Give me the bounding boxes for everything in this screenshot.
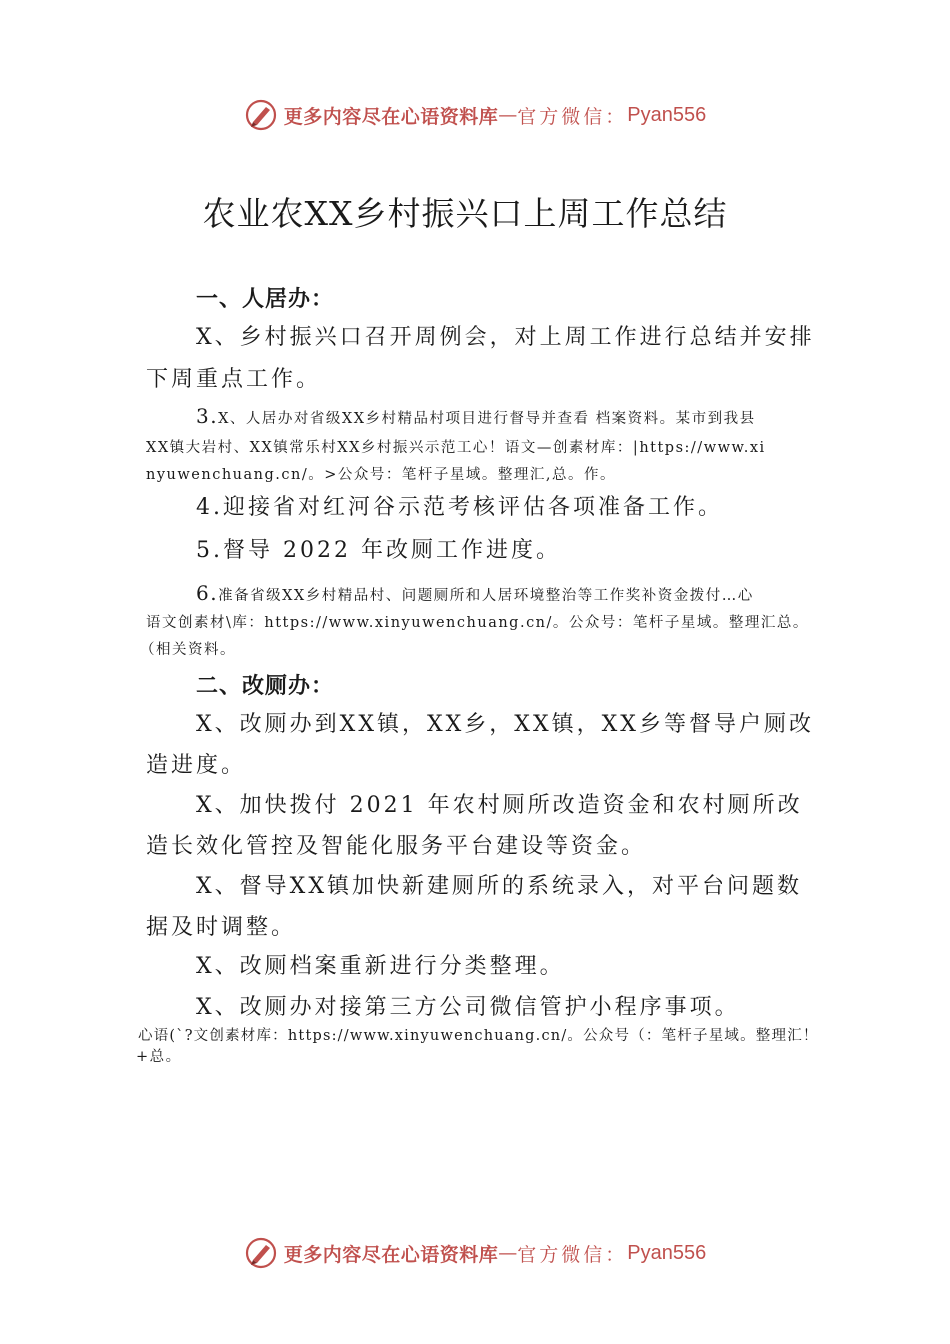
banner-wechat-id: Pyan556: [627, 103, 707, 126]
banner-text: 更多内容尽在心语资料库: [283, 1243, 499, 1266]
paragraph-line: X、乡村振兴口召开周例会，对上周工作进行总结并安排: [196, 325, 815, 350]
footnote-line: +总。: [136, 1049, 182, 1065]
paragraph-line: （相关资料。: [140, 642, 236, 658]
paragraph-line: 造长效化管控及智能化服务平台建设等资金。: [146, 834, 647, 859]
banner-wechat-label: 官方微信：: [517, 105, 628, 128]
footnote-line: 心语(`?文创素材库：https://www.xinyuwenchuang.cn/。公众号（：笔杆子星域。整理汇！: [138, 1028, 819, 1044]
banner-wechat-id: Pyan556: [627, 1241, 707, 1264]
banner-text: 更多内容尽在心语资料库: [283, 105, 499, 128]
item-number: 6.: [196, 581, 219, 605]
banner-wechat-label: 官方微信：: [517, 1243, 628, 1266]
paragraph-line: 5.督导 2022 年改厕工作进度。: [196, 538, 561, 563]
paragraph-line: X、改厕档案重新进行分类整理。: [196, 954, 565, 979]
paragraph-line: XX镇大岩村、XX镇常乐村XX乡村振兴示范工心！语文—创素材库：|https://www.xi: [146, 440, 766, 456]
item-number: 3.: [196, 404, 219, 428]
bottom-banner: [0, 1231, 950, 1275]
banner-separator: —: [498, 104, 518, 126]
top-banner: [0, 93, 950, 137]
item-text: 准备省级XX乡村精品村、问题厕所和人居环境整治等工作奖补资金拨付…心: [218, 588, 754, 604]
section-heading-2: 二、改厕办：: [196, 674, 335, 699]
paragraph-line: nyuwenchuang.cn/。>公众号：笔杆子星域。整理汇,总。作。: [146, 467, 616, 483]
paragraph-line: X、加快拨付 2021 年农村厕所改造资金和农村厕所改: [196, 793, 803, 818]
item-text: X、人居办对省级XX乡村精品村项目进行督导并查看 档案资料。某市到我县: [218, 411, 756, 427]
banner-separator: —: [498, 1242, 518, 1264]
paragraph-line: 据及时调整。: [146, 915, 297, 940]
paragraph-line: 4.迎接省对红河谷示范考核评估各项准备工作。: [196, 495, 723, 520]
paragraph-line: X、改厕办到XX镇，XX乡，XX镇，XX乡等督导户厕改: [196, 712, 814, 737]
pen-circle-logo-icon: [244, 98, 278, 132]
paragraph-line: 语文创素材\库：https://www.xinyuwenchuang.cn/。公众号：笔杆子星域。整理汇总。: [146, 615, 809, 631]
section-heading-1: 一、人居办：: [196, 287, 335, 312]
page-title: 农业农XX乡村振兴口上周工作总结: [202, 194, 728, 233]
paragraph-line: [196, 579, 754, 610]
paragraph-line: X、督导XX镇加快新建厕所的系统录入，对平台问题数: [196, 874, 802, 899]
paragraph-line: X、改厕办对接第三方公司微信管护小程序事项。: [196, 995, 740, 1020]
paragraph-line: [196, 402, 756, 433]
paragraph-line: 下周重点工作。: [146, 367, 322, 392]
paragraph-line: 造进度。: [146, 753, 247, 778]
pen-circle-logo-icon: [244, 1236, 278, 1270]
